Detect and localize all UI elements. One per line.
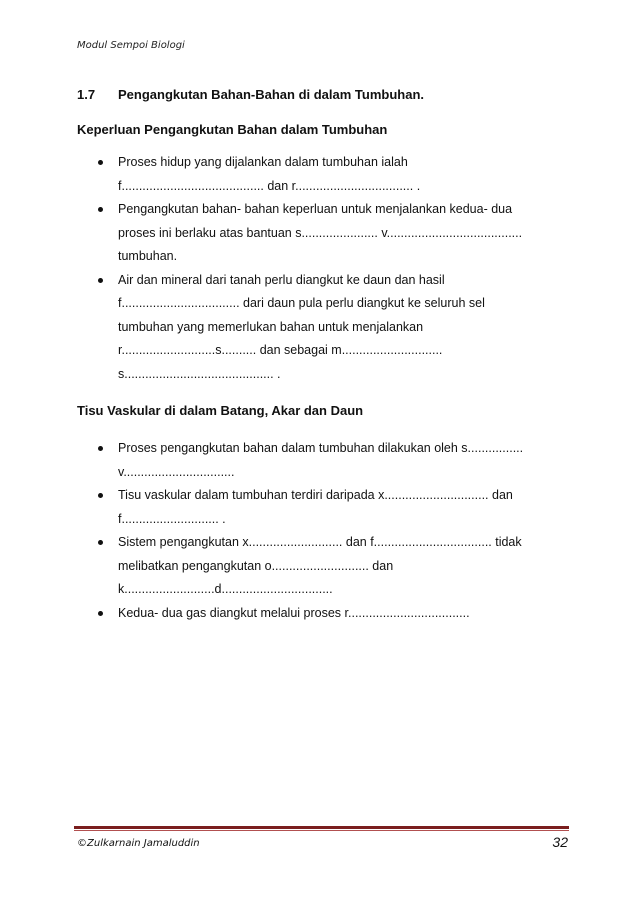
section-title: Pengangkutan Bahan-Bahan di dalam Tumbuhan. (118, 87, 425, 102)
list-item (98, 269, 578, 387)
bullet-icon (98, 207, 103, 212)
list-item (98, 151, 578, 198)
text-line: proses ini berlaku atas bantuan s...................... v....................................... (118, 225, 523, 240)
bullet-icon (98, 160, 103, 165)
text-line: melibatkan pengangkutan o............................ dan (118, 558, 394, 573)
bullet-icon (98, 446, 103, 451)
text-line: Kedua- dua gas diangkut melalui proses r................................... (118, 605, 470, 620)
text-line: Tisu vaskular dalam tumbuhan terdiri daripada x.............................. dan (118, 488, 513, 502)
bullet-icon (98, 540, 103, 545)
text-line: tumbuhan. (118, 249, 178, 263)
text-line: f......................................... dan r.................................. . (118, 178, 421, 193)
list-item (98, 437, 578, 484)
list-item (98, 602, 578, 626)
text-line: tumbuhan yang memerlukan bahan untuk menjalankan (118, 319, 424, 334)
text-line: f.................................. dari daun pula perlu diangkut ke seluruh sel (118, 296, 485, 310)
page-number: 32 (552, 834, 568, 850)
footer-divider (74, 826, 569, 829)
text-line: k..........................d................................ (118, 582, 333, 596)
text-line: Proses pengangkutan bahan dalam tumbuhan dilakukan oleh s................ (118, 441, 524, 455)
text-line: v................................ (118, 464, 235, 479)
list-item (98, 531, 578, 602)
section-heading (77, 87, 424, 102)
footer-divider-thin (74, 830, 569, 831)
section-number: 1.7 (77, 87, 96, 102)
text-line: Sistem pengangkutan x........................... dan f.................................. tidak (118, 535, 522, 549)
subheading-tisu-vaskular: Tisu Vaskular di dalam Batang, Akar dan Daun (77, 403, 364, 418)
bullet-icon (98, 493, 103, 498)
running-header: Modul Sempoi Biologi (77, 40, 185, 51)
text-line: f............................ . (118, 511, 226, 526)
bullet-icon (98, 611, 103, 616)
text-line: Air dan mineral dari tanah perlu diangkut ke daun dan hasil (118, 272, 445, 287)
bullet-list-keperluan (98, 151, 578, 386)
text-line: Pengangkutan bahan- bahan keperluan untuk menjalankan kedua- dua (118, 202, 513, 216)
text-line: r...........................s.......... dan sebagai m............................. (118, 343, 443, 357)
footer-author: ©Zulkarnain Jamaluddin (77, 838, 200, 849)
text-line: s........................................... . (118, 366, 281, 381)
list-item (98, 484, 578, 531)
bullet-icon (98, 278, 103, 283)
subheading-keperluan: Keperluan Pengangkutan Bahan dalam Tumbuhan (77, 122, 388, 137)
list-item (98, 198, 578, 269)
text-line: Proses hidup yang dijalankan dalam tumbuhan ialah (118, 155, 408, 169)
bullet-list-tisu-vaskular (98, 437, 578, 625)
